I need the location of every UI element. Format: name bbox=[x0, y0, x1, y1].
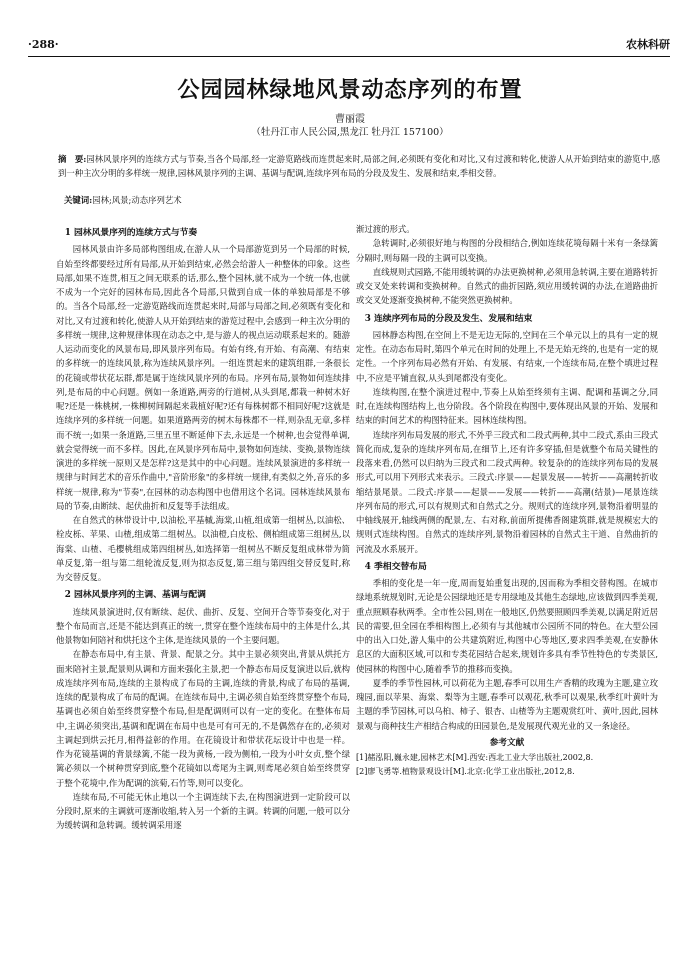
paragraph: 在静态布局中,有主景、背景、配景之分。其中主景必须突出,背景从烘托方面来陪衬主景,配景则从调和方面来强化主景,把一个静态布局反复演进以后,就构成连续序列布局,连续的主景构成了布局的主调,连续的背景,构成了布局的基调,连续的配景构成了布局的配调。在连续布局中,主调必须自始至终贯穿整个布局,基调也必须自始至终贯穿整个布局,但是配调则可以有一定的变化。在整体布局中,主调必须突出,基调和配调在布局中也是可有可无的,不是偶然存在的,必须对主调起到烘云托月,相得益彰的作用。在花镜设计和带状花坛设计中也是一样。作为花镜基调的背景绿篱,不能一段为黄杨,一段为侧柏,一段为小叶女贞,整个绿篱必须以一个树种贯穿到底,整个花镜如以鸢尾为主调,则鸢尾必须自始至终贯穿于整个花境中,作为配调的滨菊,石竹等,则可以变化。 bbox=[56, 649, 350, 788]
keywords bbox=[64, 193, 660, 207]
paragraph: 连续序列布局发展的形式,不外乎三段式和二段式两种,其中二段式,系由三段式简化而成,复杂的连续序列布局,在细节上,还有许多穿插,但是就整个布局关键性的段落来看,仍然可以归纳为三段式和二段式两种。较复杂的的连续序列布局的发展形式,可以用下列形式来表示。三段式:序景——起景发展——转折——高潮转折收缩结景尾景。二段式:序景——起景——发展——转折——高潮(结景)—尾景连续序列布局的形式,可以有规则式和自然式之分。规则式的连续序列,景物沿着明显的中轴线展开,轴线两侧的配景,左、右对称,前面所提佛香阁建筑群,就是规模宏大的规则式连续构图。自然式的连续序列,景物沿着园林的自然式主干道、自然曲折的河流及水系展开。 bbox=[356, 429, 658, 554]
reference-item: [2]廖飞勇等.植物景观设计[M].北京:化学工业出版社,2012,8. bbox=[356, 767, 575, 777]
journal-name: 农林科研 bbox=[626, 38, 670, 51]
article-title: 公园园林绿地风景动态序列的布置 bbox=[177, 77, 523, 103]
abstract-label: 摘 要: bbox=[58, 154, 87, 164]
paragraph: 在自然式的林带设计中,以油松,平基槭,海棠,山植,组成第一组树丛,以油松、栓皮栎、苹果、山楂,组成第二组树丛。以油橙,白皮松、侧柏组成第三组树丛,以海棠、山楂、毛樱桃组成第四组树丛,如选择第一组树丛不断反复组成林带为简单反复,第一组与第二组轮流反复,则为拟态反复,第三组与第四组交替反复时,称为交替反复。 bbox=[56, 515, 350, 582]
keywords-text: 园林;风景;动态序列艺术 bbox=[92, 195, 182, 205]
paragraph: 连续布局,不可能无休止地以一个主调连续下去,在构图演进到一定阶段可以分段时,原来的主调就可逐渐收缩,转入另一个新的主调。转调的问题,一般可以分为缓转调和急转调。缓转调采用逐 bbox=[56, 791, 350, 831]
section-4-heading: 4 季相交替布局 bbox=[364, 561, 427, 572]
left-column bbox=[56, 222, 350, 833]
paragraph: 夏季的季节性园林,可以荷花为主题,春季可以用生产香精的玫瑰为主题,建立玫瑰园,面以苹果、海棠、梨等为主题,春季可以观花,秋季可以观果,秋季红叶黄叶为主题的季节园林,可以乌桕、柿子、银杏、山楂等为主题观赏红叶、黄叶,因此,园林景观与商种技生产相结合构成的田园景色,是发展现代观光业的又一条途径。 bbox=[356, 677, 658, 731]
section-1-heading: 1 园林风景序列的连续方式与节奏 bbox=[64, 228, 198, 238]
paragraph: 渐过渡的形式。 bbox=[356, 224, 415, 234]
page-number: ·288· bbox=[28, 38, 59, 51]
paragraph: 连续风景演进时,仅有断续、起伏、曲折、反复、空间开合等节奏变化,对于整个布局而言,还是不能达到真正的统一,贯穿在整个连续布局中的主体是什么,其他景物如何陪衬和烘托这个主体,是连续风景的一个主要问题。 bbox=[56, 606, 350, 645]
paragraph: 园林静态构图,在空间上不是无边无际的,空间在三个单元以上的具有一定的规定性。在动态布局时,第四个单元在时间的处理上,不是无始无终的,也是有一定的规定性。一个序列布局必然有开始、有发展、有结束,一个连续布局,在整个填进过程中,不应是平铺直叙,从头到尾都没有变化。 bbox=[356, 329, 658, 383]
article-affiliation: （牡丹江市人民公园,黑龙江 牡丹江 157100） bbox=[251, 127, 449, 138]
abstract-text: 园林风景序列的连续方式与节奏,当各个局部,经一定游览路线而连贯起来时,局部之间,必须既有变化和对比,又有过渡和转化,使游人从开始到结束的游览中,感到一种主次分明的多样统一规律,园林风景序列的主调、基调与配调,连续序列布局的分段及发生、发展和结束,季相交替。 bbox=[58, 154, 660, 178]
paragraph: 直线规则式园路,不能用缓转调的办法更换树种,必须用急转调,主要在道路转折或交叉处来转调和变换树种。自然式的曲折园路,须应用缓转调的办法,在道路曲折或交叉处逐渐变换树种,不能突然更换树种。 bbox=[356, 266, 658, 306]
section-3-heading: 3 连续序列布局的分段及发生、发展和结束 bbox=[364, 313, 533, 324]
paragraph: 急转调时,必须很好地与构图的分段相结合,例如连续花境每隔十米有一条绿篱分隔时,则每隔一段的主调可以变换。 bbox=[356, 238, 658, 263]
abstract bbox=[58, 152, 660, 180]
right-column bbox=[356, 222, 658, 780]
paragraph: 园林风景由许多局部构图组成,在游人从一个局部游览到另一个局部的时候,自始至终都要经过所有局部,从开始到结束,必然会给游人一种整体的印象。这些局部,如果不连贯,相互之间无联系的话,那么,整个园林,就不成为一个统一体,也就不成为一个完好的园林布局,因此各个局部,只做到自成一体的单独局部是不够的。当各个局部,经一定游览路线而连贯起来时,局部与局部之间,必须既有变化和对比,又有过渡和转化,使游人从开始到结束的游览过程中,会感到一种主次分明的多样统一规律,这种规律体现在动态之中,是与游人的视点运动联系起来的。随游人运动而变化的风景布局,即风景序列布局。有始有终,有开始、有高潮、有结束的多样统一的连续风景,称为连续风景序列。一组连贯起来的建筑组群,一条很长的花镜或带状花坛群,都是属于连续风景序列的布局。序列布局,景物如何连续排列,是布局的中心问题。例如一条道路,两旁的行道树,从头到尾,都栽一种树木好呢?还是一株桃树,一株柳树间隔起来栽植好呢?还有每株树都不相同好呢?这就是连续序列的多样统一问题。如果道路两旁的树木每株都不一样,则杂乱无章,多样而不统一;如果一条道路,三里五里不断延伸下去,永远是一个树种,也会觉得单调,就会觉得统一而不多样。因此,在风景序列布局中,景物如何连续、变换,景物连续演进的多样统一原则又是怎样?这是其中的中心问题。连续风景演进的多样统一规律与时间艺术的音乐作曲中,"音阶形象"的多样统一规律,有类似之外,音乐的多样统一规律,称为"节奏",在园林的动态构图中也借用这个名词。园林连续风景布局的节奏,由断续、起伏曲折和反复等手法组成。 bbox=[56, 244, 350, 511]
section-2-heading: 2 园林风景序列的主调、基调与配调 bbox=[64, 590, 206, 601]
header-rule bbox=[28, 56, 670, 57]
reference-item: [1]赭泓阳,巍永建,园林艺术[M].西安:西北工业大学出版社,2002,8. bbox=[356, 753, 594, 762]
keywords-label: 关键词: bbox=[64, 195, 93, 205]
article-author: 曹丽霞 bbox=[335, 114, 365, 125]
paragraph: 季相的变化是一年一度,周而复始重复出现的,因而称为季相交替构图。在城市绿地系统规划时,无论是公园绿地还是专用绿地及其他生态绿地,应该做到四季美观,重点照顾春秋两季。全市性公园,则在一般地区,仍然要照顾四季美观,以满足附近居民的需要,但全园在季相构图上,必须有与其他城市公园所不同的特色。在大型公园中的出入口处,游人集中的公共建筑附近,构图中心等地区,要求四季美观,在安静休息区的大面积区域,可以和专类花园结合起来,规划许多具有季节性特色的专类景区,使园林的构图中心,随着季节的推移而变换。 bbox=[356, 578, 658, 674]
references-heading: 参考文献 bbox=[489, 737, 525, 748]
paragraph: 连续构图,在整个演进过程中,节奏上从始至终须有主调、配调和基调之分,同时,在连续构图结构上,也分阶段。各个阶段在构图中,要体现出风景的开始、发展和结束的时间艺术的构图特征来。园林连续构图。 bbox=[356, 386, 658, 426]
